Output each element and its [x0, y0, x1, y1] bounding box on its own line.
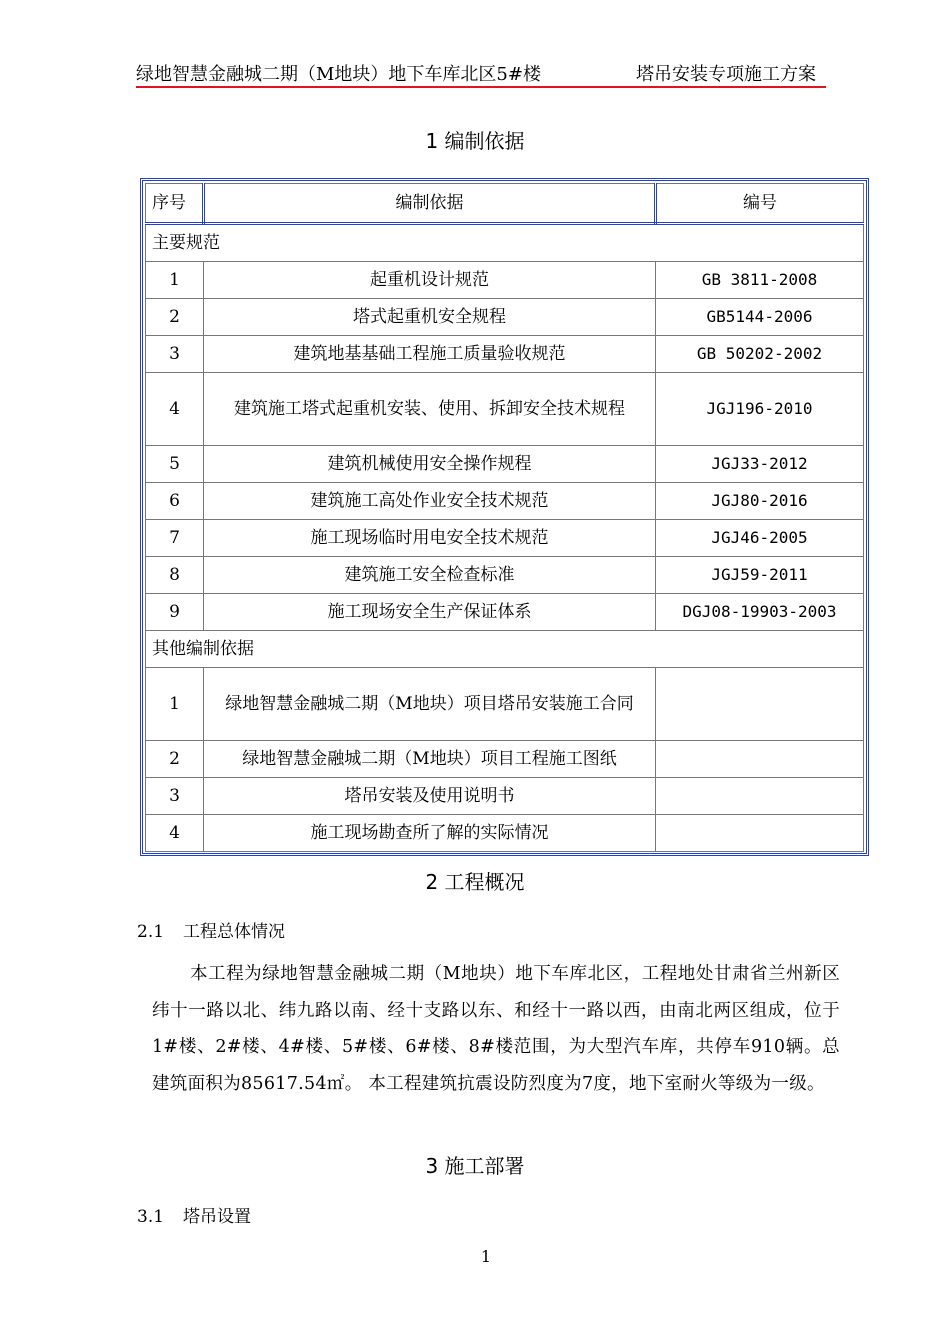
section-2-heading: 2 工程概况	[425, 870, 525, 894]
subsection-title: 工程总体情况	[183, 922, 285, 942]
table-row	[146, 778, 864, 815]
row-no: 1	[146, 262, 204, 299]
row-code: JGJ80-2016	[656, 483, 864, 520]
table-row	[146, 446, 864, 483]
subsection-2-1-heading	[137, 919, 285, 945]
header-no: 序号	[146, 184, 204, 224]
group-row	[146, 224, 864, 262]
table-row	[146, 668, 864, 741]
table-row	[146, 520, 864, 557]
row-code: GB 3811-2008	[656, 262, 864, 299]
header-document-title: 塔吊安装专项施工方案	[636, 64, 816, 85]
row-code	[656, 778, 864, 815]
table-row	[146, 483, 864, 520]
header-divider	[136, 86, 826, 88]
row-no: 5	[146, 446, 204, 483]
subsection-title: 塔吊设置	[183, 1207, 251, 1227]
header-basis: 编制依据	[204, 184, 656, 224]
row-code: GB 50202-2002	[656, 336, 864, 373]
row-no: 9	[146, 594, 204, 631]
table-row	[146, 262, 864, 299]
row-code: JGJ46-2005	[656, 520, 864, 557]
table-row	[146, 336, 864, 373]
row-no: 8	[146, 557, 204, 594]
row-code: DGJ08-19903-2003	[656, 594, 864, 631]
table-row	[146, 373, 864, 446]
project-overview-paragraph: 本工程为绿地智慧金融城二期（M地块）地下车库北区，工程地处甘肃省兰州新区纬十一路以北、纬九路以南、经十支路以东、和经十一路以西，由南北两区组成，位于1#楼、2#楼、4#楼、5#楼、6#楼、8#楼范围，为大型汽车库，共停车910辆。总建筑面积为85617.54㎡。 本工程建筑抗震设防烈度为7度，地下室耐火等级为一级。	[152, 964, 840, 1094]
row-no: 3	[146, 336, 204, 373]
table-row	[146, 557, 864, 594]
row-no: 3	[146, 778, 204, 815]
basis-table	[145, 183, 864, 852]
row-code	[656, 741, 864, 778]
table-row	[146, 741, 864, 778]
subsection-3-1-heading	[137, 1204, 251, 1230]
row-no: 4	[146, 815, 204, 852]
section-1-heading: 1 编制依据	[425, 129, 525, 153]
table-header-row	[146, 184, 864, 224]
row-code: GB5144-2006	[656, 299, 864, 336]
group-label-other: 其他编制依据	[146, 631, 864, 668]
row-name: 塔吊安装及使用说明书	[204, 778, 656, 815]
row-name: 建筑施工塔式起重机安装、使用、拆卸安全技术规程	[204, 373, 656, 446]
subsection-number: 2.1	[137, 922, 165, 942]
row-name: 施工现场安全生产保证体系	[204, 594, 656, 631]
row-name: 施工现场勘查所了解的实际情况	[204, 815, 656, 852]
subsection-number: 3.1	[137, 1207, 165, 1227]
row-name: 绿地智慧金融城二期（M地块）项目塔吊安装施工合同	[204, 668, 656, 741]
group-row	[146, 631, 864, 668]
row-no: 1	[146, 668, 204, 741]
page-number: 1	[480, 1247, 492, 1266]
row-no: 6	[146, 483, 204, 520]
section-3-heading: 3 施工部署	[425, 1154, 525, 1178]
row-code	[656, 815, 864, 852]
row-code: JGJ59-2011	[656, 557, 864, 594]
table-row	[146, 299, 864, 336]
row-code: JGJ196-2010	[656, 373, 864, 446]
row-name: 建筑施工安全检查标准	[204, 557, 656, 594]
row-name: 施工现场临时用电安全技术规范	[204, 520, 656, 557]
row-name: 起重机设计规范	[204, 262, 656, 299]
table-row	[146, 594, 864, 631]
row-name: 绿地智慧金融城二期（M地块）项目工程施工图纸	[204, 741, 656, 778]
row-name: 塔式起重机安全规程	[204, 299, 656, 336]
row-no: 2	[146, 741, 204, 778]
group-label-main: 主要规范	[146, 224, 864, 262]
page-header	[136, 62, 826, 88]
row-no: 4	[146, 373, 204, 446]
row-no: 2	[146, 299, 204, 336]
row-no: 7	[146, 520, 204, 557]
row-code	[656, 668, 864, 741]
row-name: 建筑施工高处作业安全技术规范	[204, 483, 656, 520]
header-project-title: 绿地智慧金融城二期（M地块）地下车库北区5#楼	[136, 64, 541, 85]
row-name: 建筑地基基础工程施工质量验收规范	[204, 336, 656, 373]
table-row	[146, 815, 864, 852]
row-name: 建筑机械使用安全操作规程	[204, 446, 656, 483]
header-code: 编号	[656, 184, 864, 224]
row-code: JGJ33-2012	[656, 446, 864, 483]
